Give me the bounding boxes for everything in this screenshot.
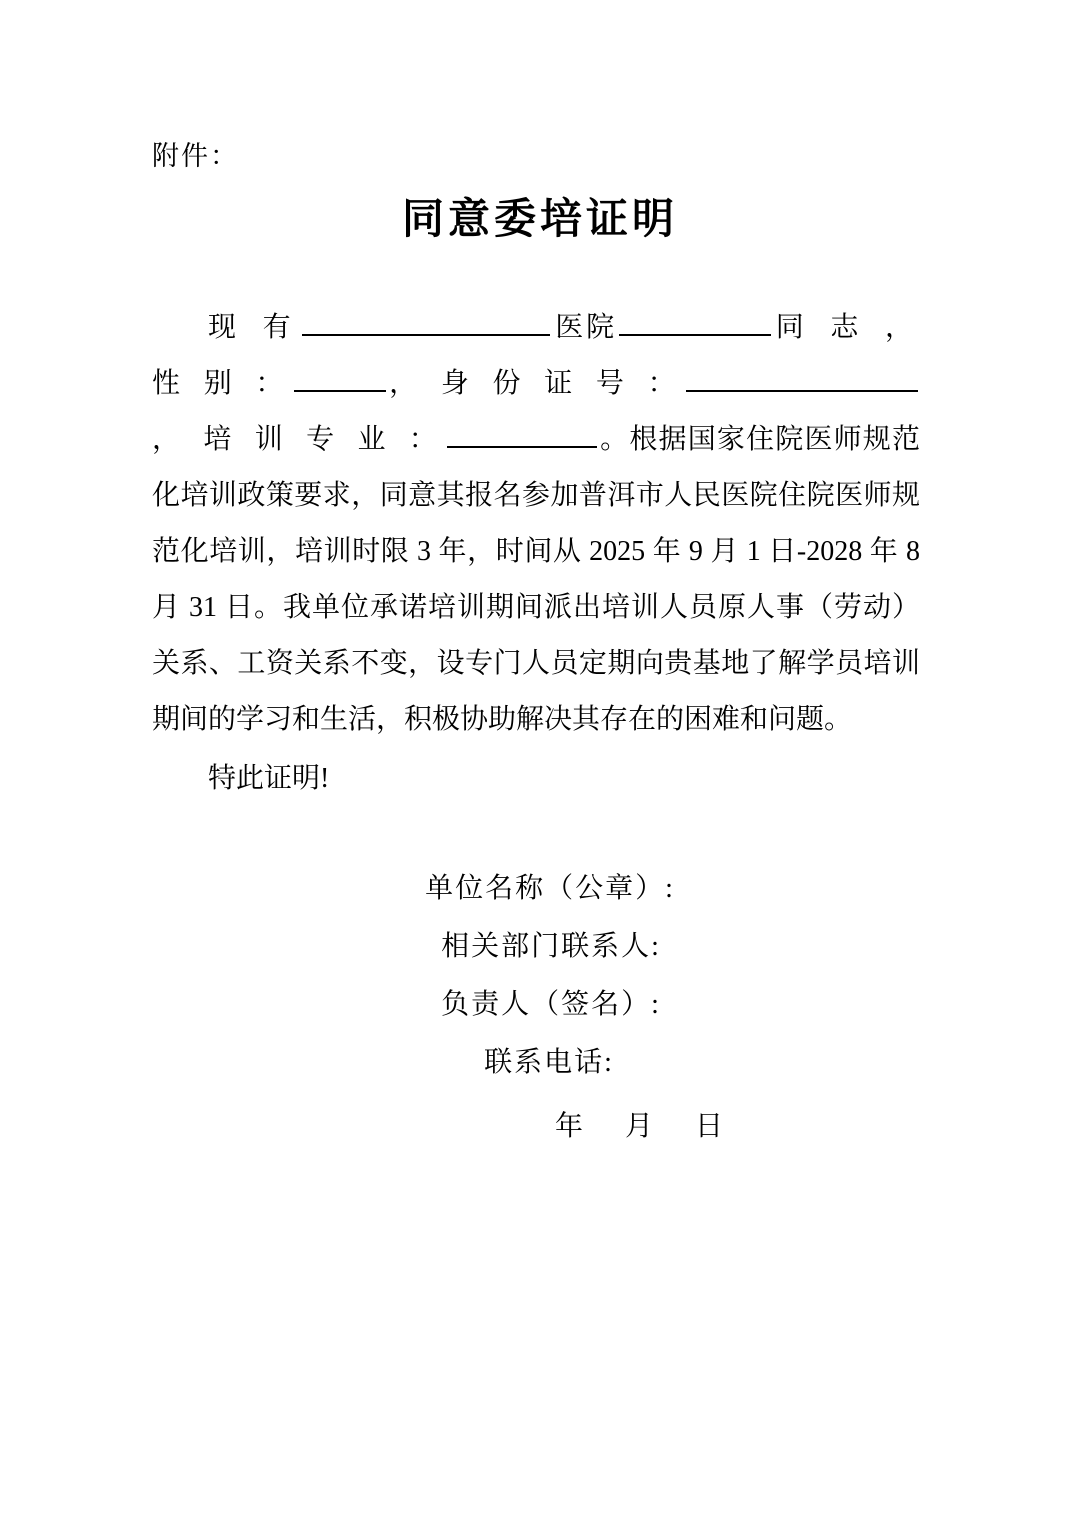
name-blank[interactable] [619,308,771,336]
paragraph-main [152,300,920,748]
paragraph-seg-5: ， 培 训 专 业 ： [152,424,445,455]
paragraph-seg-6: 。根据国家住院医师规范化培训政策要求，同意其报名参加普洱市人民医院住院医师规范化培训，培训时限 3 年，时间从 2025 年 9 月 1 日-2028 年 8 月 31 日。我单位承诺培训期间派出培训人员原人事（劳动）关系、工资关系不变，设专门人员定期向贵基地了解学员培训期间的学习和生活，积极协助解决其存在的困难和问题。 [152,424,920,735]
contact-phone-line: 联系电话: [484,1047,614,1078]
signature-block [0,860,1080,1156]
paragraph-seg-2: 医院 [552,312,617,343]
department-contact-line: 相关部门联系人: [441,931,661,962]
leader-signature-line: 负责人（签名）: [441,989,661,1020]
attachment-label: 附件： [152,141,239,171]
paragraph-seg-3: 同 志 ， 性 别 ： [152,312,920,399]
date-day-label: 日 [695,1111,726,1142]
paragraph-certify: 特此证明! [208,763,330,794]
paragraph-seg-4: ， 身 份 证 号 ： [387,368,684,399]
unit-name-line: 单位名称（公章）: [425,873,675,904]
date-month-label: 月 [624,1111,655,1142]
paragraph-seg-1: 现 有 [208,312,301,343]
gender-blank[interactable] [294,364,386,392]
date-line [0,1098,1080,1156]
id-number-blank[interactable] [686,364,918,392]
hospital-blank[interactable] [302,308,550,336]
body-text [152,300,920,748]
page-title: 同意委培证明 [401,194,678,243]
major-blank[interactable] [447,420,597,448]
date-year-label: 年 [554,1111,585,1142]
